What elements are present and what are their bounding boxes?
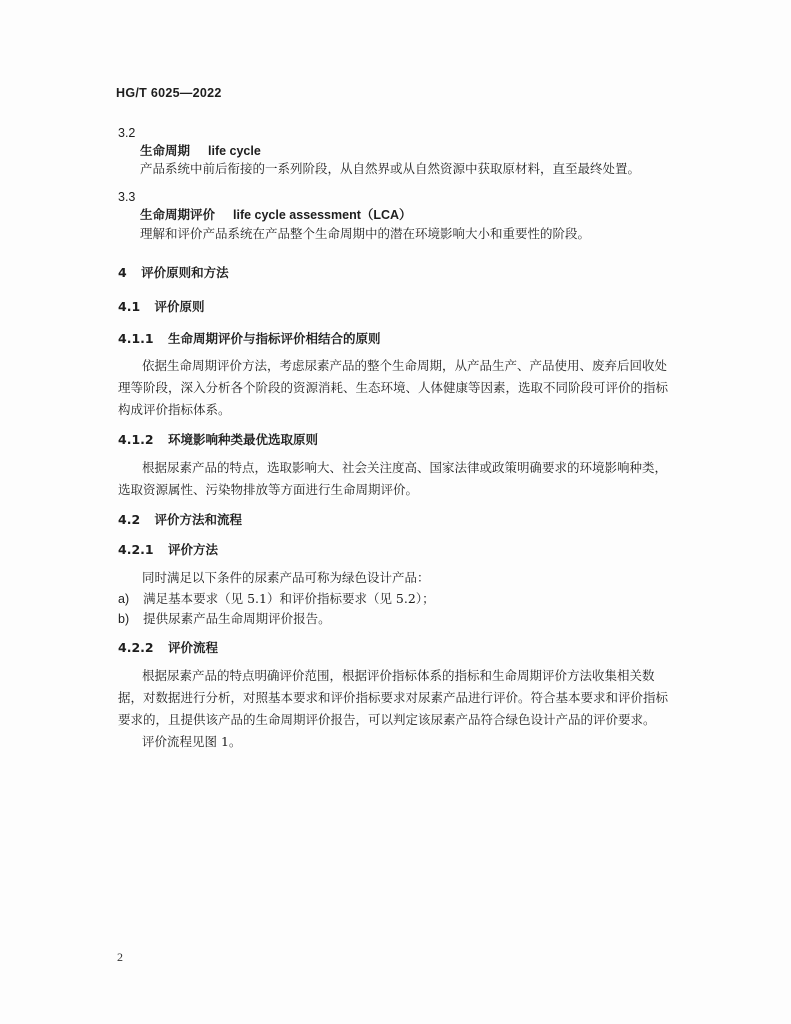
heading-4-2-2-number: 4.2.2: [118, 640, 154, 655]
list-text-b: 提供尿素产品生命周期评价报告。: [143, 611, 331, 626]
heading-4-2-2-title: 评价流程: [167, 640, 218, 655]
heading-4-1: [118, 299, 205, 315]
heading-4-1-1: [118, 331, 380, 347]
list-marker-a: a): [118, 592, 130, 606]
term-en-3-3: life cycle assessment（LCA）: [233, 208, 412, 222]
heading-4-2: [118, 512, 242, 528]
definition-3-3: 理解和评价产品系统在产品整个生命周期中的潜在环境影响大小和重要性的阶段。: [140, 226, 591, 241]
heading-4-2-title: 评价方法和流程: [154, 512, 243, 527]
term-cn-3-2: 生命周期: [140, 143, 191, 158]
para-4-1-1-line-3: 构成评价指标体系。: [118, 402, 231, 417]
list-item-b: [118, 611, 331, 628]
para-4-2-1-intro: 同时满足以下条件的尿素产品可称为绿色设计产品：: [142, 570, 430, 585]
list-text-a: 满足基本要求（见 5.1）和评价指标要求（见 5.2）；: [143, 591, 435, 606]
heading-4-2-1: [118, 542, 218, 558]
heading-4-1-1-title: 生命周期评价与指标评价相结合的原则: [167, 331, 381, 346]
term-en-3-2: life cycle: [208, 144, 261, 158]
para-4-1-2-line-1: 根据尿素产品的特点，选取影响大、社会关注度高、国家法律或政策明确要求的环境影响种类，: [142, 460, 668, 475]
page-number: 2: [117, 950, 123, 964]
heading-4-2-1-number: 4.2.1: [118, 542, 154, 557]
heading-4-1-number: 4.1: [118, 299, 141, 314]
term-cn-3-3: 生命周期评价: [140, 207, 216, 222]
list-item-a: [118, 591, 435, 608]
heading-4-title: 评价原则和方法: [141, 265, 229, 280]
clause-number-3-2: 3.2: [118, 126, 136, 140]
heading-4-2-2: [118, 640, 218, 656]
clause-number-3-3: 3.3: [118, 190, 136, 204]
heading-4: [118, 265, 229, 281]
heading-4-1-1-number: 4.1.1: [118, 331, 154, 346]
para-4-2-2-line-4: 评价流程见图 1。: [142, 734, 242, 749]
heading-4-1-title: 评价原则: [154, 299, 205, 314]
para-4-1-1-line-1: 依据生命周期评价方法，考虑尿素产品的整个生命周期，从产品生产、产品使用、废弃后回收处: [142, 358, 668, 373]
term-3-3: [140, 207, 412, 224]
heading-4-1-2: [118, 432, 318, 448]
heading-4-number: 4: [118, 265, 127, 280]
heading-4-1-2-title: 环境影响种类最优选取原则: [167, 432, 318, 447]
para-4-1-2-line-2: 选取资源属性、污染物排放等方面进行生命周期评价。: [118, 482, 419, 497]
standard-code: HG/T 6025—2022: [116, 86, 222, 100]
term-3-2: [140, 143, 261, 160]
para-4-1-1-line-2: 理等阶段，深入分析各个阶段的资源消耗、生态环境、人体健康等因素，选取不同阶段可评价的指标: [118, 380, 669, 395]
heading-4-1-2-number: 4.1.2: [118, 432, 154, 447]
para-4-2-2-line-1: 根据尿素产品的特点明确评价范围，根据评价指标体系的指标和生命周期评价方法收集相关数: [142, 668, 655, 683]
para-4-2-2-line-2: 据，对数据进行分析，对照基本要求和评价指标要求对尿素产品进行评价。符合基本要求和评价指标: [118, 690, 669, 705]
heading-4-2-number: 4.2: [118, 512, 141, 527]
list-marker-b: b): [118, 612, 130, 626]
definition-3-2: 产品系统中前后衔接的一系列阶段，从自然界或从自然资源中获取原材料，直至最终处置。: [140, 161, 641, 176]
heading-4-2-1-title: 评价方法: [167, 542, 218, 557]
para-4-2-2-line-3: 要求的，且提供该产品的生命周期评价报告，可以判定该尿素产品符合绿色设计产品的评价要求。: [118, 712, 656, 727]
